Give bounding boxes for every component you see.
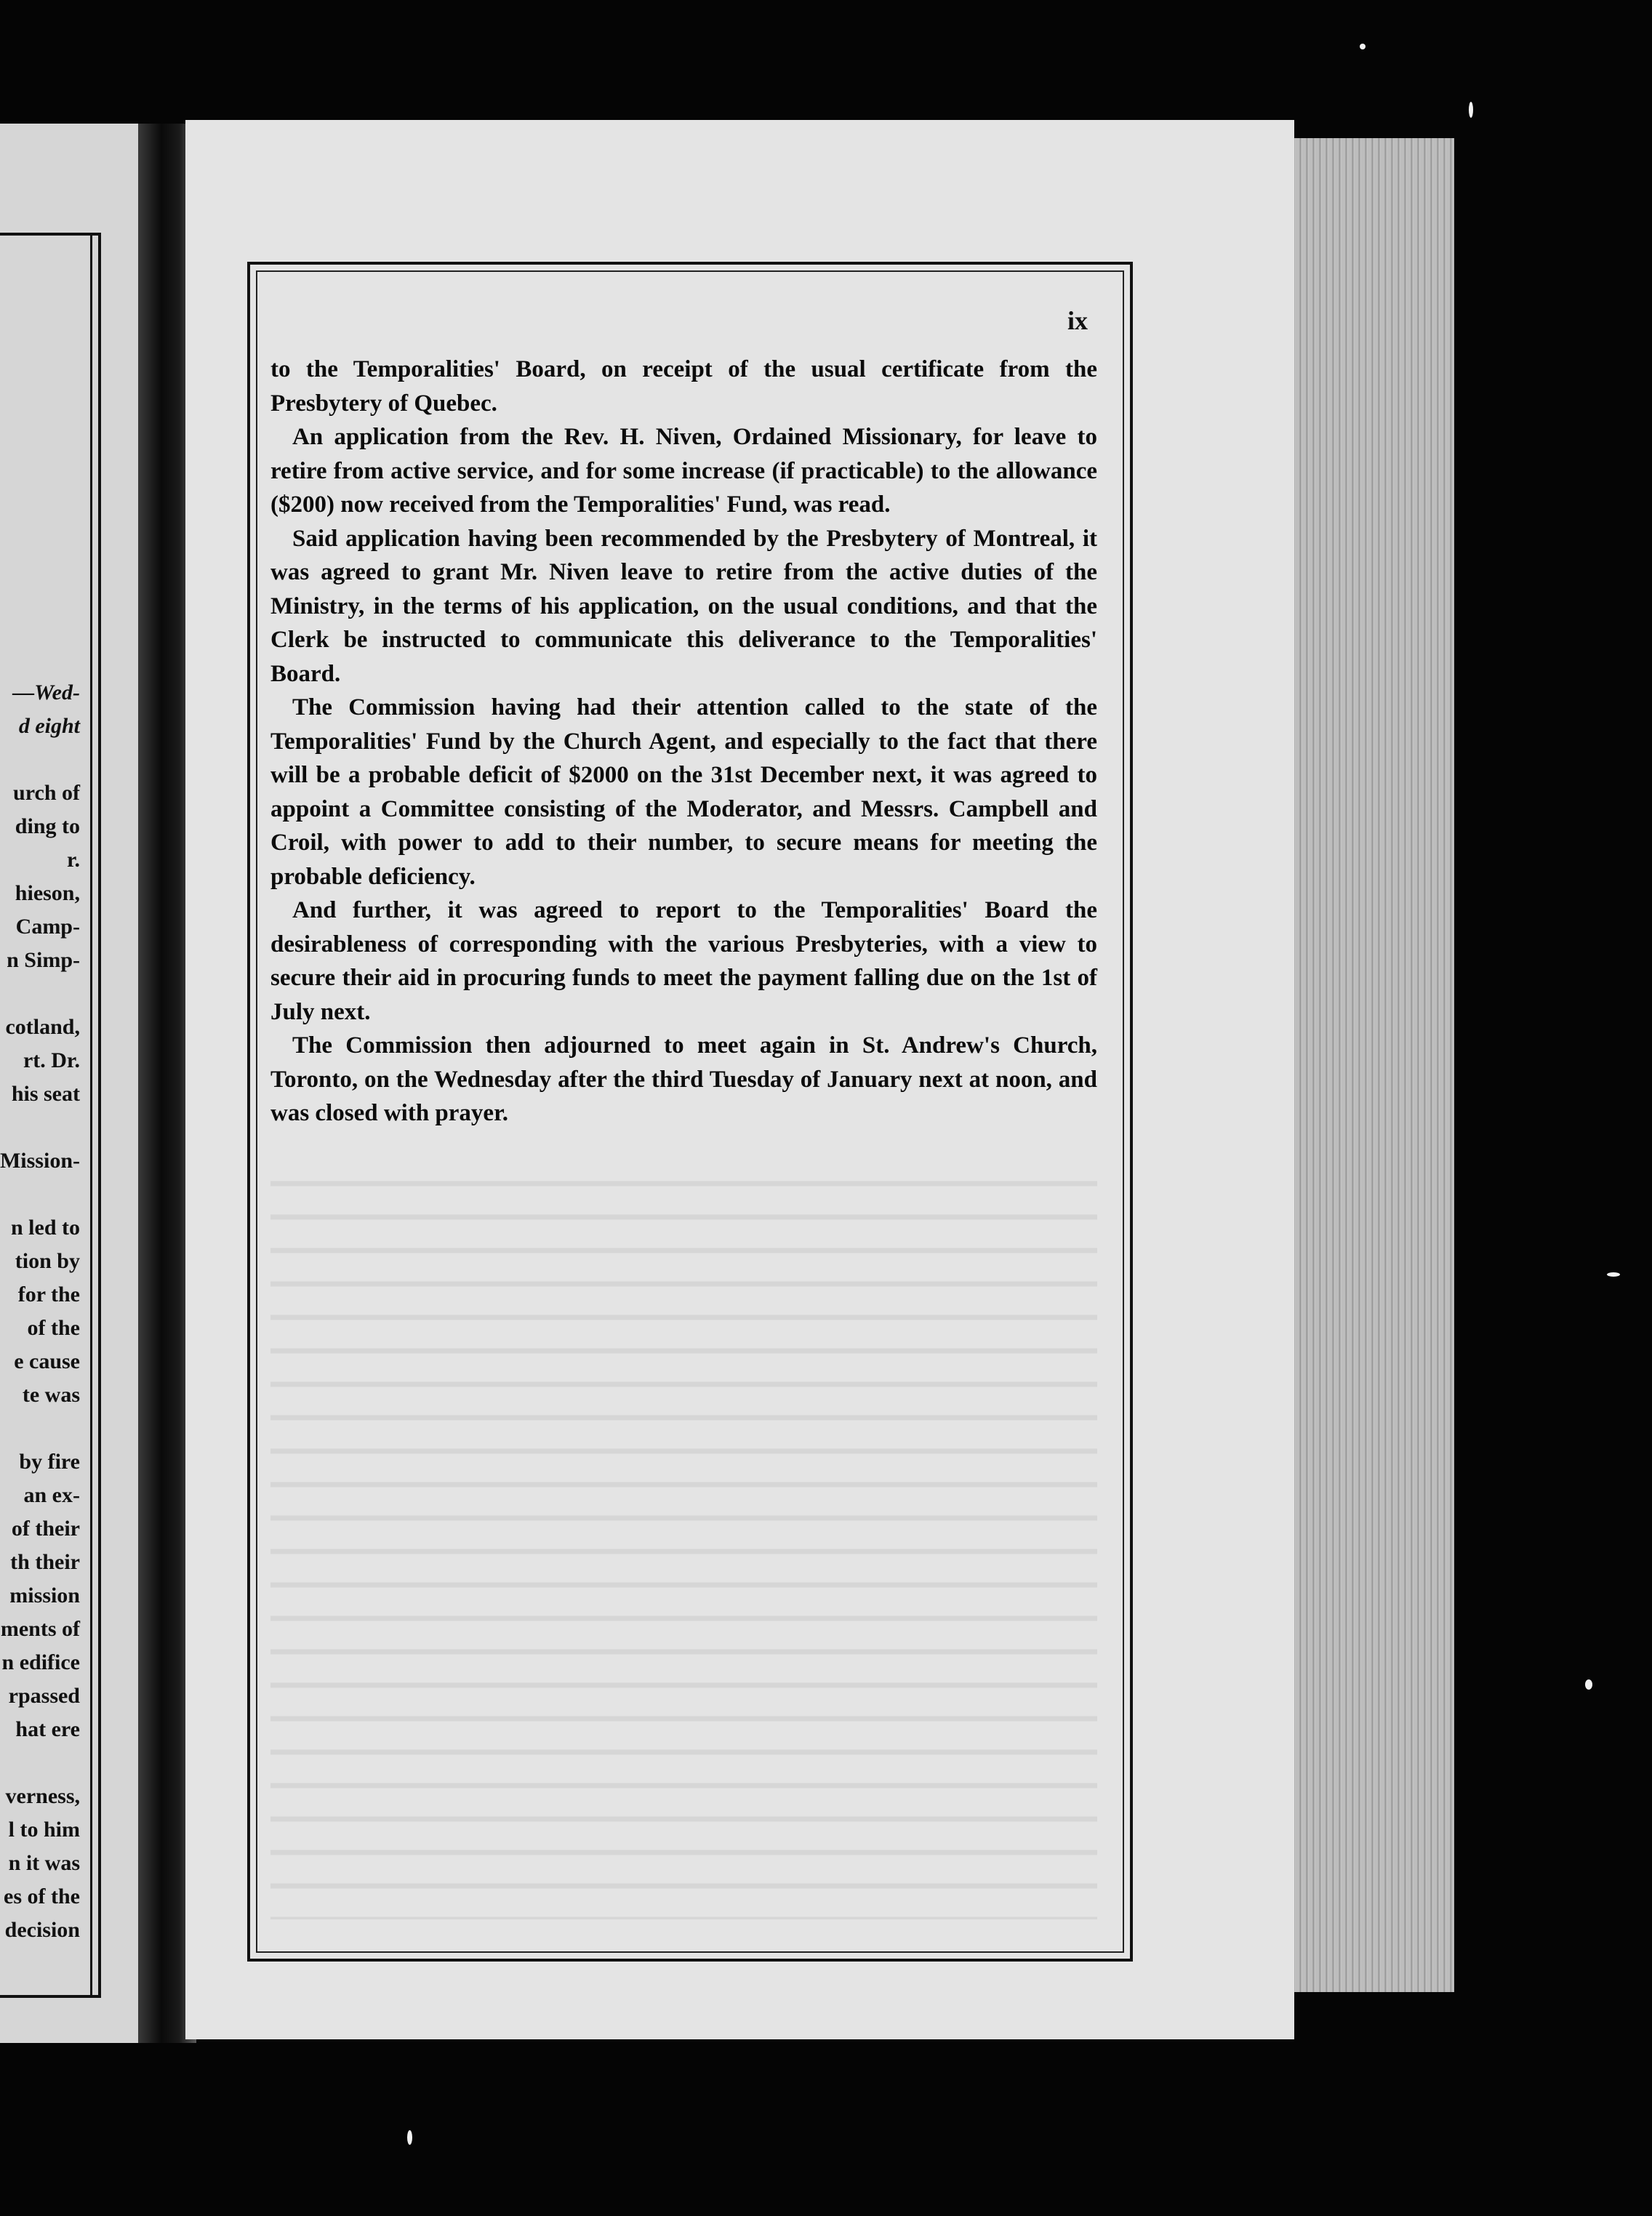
- left-page-line: n led to: [10, 1216, 80, 1240]
- paragraph: And further, it was agreed to report to the Temporalities' Board the desirableness of corresponding with the various Presbyteries, with a view to secure their aid in procuring funds to meet the payment falling due on the 1st of July next.: [270, 897, 1097, 1025]
- dust-speck: [1585, 1679, 1592, 1690]
- show-through-text: [270, 1156, 1097, 1919]
- left-page-line: urch of: [13, 781, 80, 805]
- left-page-line: te was: [22, 1383, 80, 1407]
- left-page-line: hat ere: [15, 1717, 80, 1741]
- left-page-line: for the: [17, 1282, 80, 1306]
- left-page-line: ments of: [0, 1617, 80, 1641]
- left-page-line: his seat: [11, 1082, 80, 1106]
- dust-speck: [1360, 44, 1366, 49]
- left-page-line: Mission-: [0, 1149, 80, 1173]
- left-page-line: tion by: [15, 1249, 80, 1273]
- paragraph: The Commission then adjourned to meet again in St. Andrew's Church, Toronto, on the Wednesday after the third Tuesday of January next at noon, and was closed with prayer.: [270, 1032, 1097, 1126]
- dust-speck: [1607, 1272, 1620, 1277]
- left-page-line: of their: [11, 1517, 80, 1541]
- left-page-line: l to him: [8, 1818, 80, 1842]
- left-page-line: d eight: [18, 714, 80, 738]
- left-page-line: [0, 1746, 80, 1780]
- left-page-line: by fire: [19, 1450, 80, 1474]
- left-page-line: [0, 1178, 80, 1211]
- left-page-line: Camp-: [15, 915, 80, 939]
- page-body: [270, 353, 1097, 1131]
- left-page-line: rpassed: [8, 1684, 80, 1708]
- left-page-line: ding to: [15, 814, 80, 838]
- left-page-line: mission: [9, 1583, 80, 1607]
- paragraph: An application from the Rev. H. Niven, Ordained Missionary, for leave to retire from active service, and for some increase (if practicable) to the allowance ($200) now received from the Temporalities' Fund, was read.: [270, 424, 1097, 518]
- left-page-line: [0, 743, 80, 776]
- paragraph: The Commission having had their attention called to the state of the Temporalities' Fund by the Church Agent, and especially to the fact that there will be a probable deficit of $2000 on the 31st December next, it was agreed to appoint a Committee consisting of the Moderator, and Messrs. Campbell and Croil, with power to add to their number, to secure means for meeting the probable deficiency.: [270, 694, 1097, 890]
- paragraph: Said application having been recommended by the Presbytery of Montreal, it was agreed to grant Mr. Niven leave to retire from the active duties of the Ministry, in the terms of his application, on the usual conditions, and that the Clerk be instructed to communicate this deliverance to the Temporalities' Board.: [270, 525, 1097, 687]
- left-page-line: verness,: [5, 1784, 80, 1808]
- left-page-line: hieson,: [15, 881, 80, 905]
- left-page-line: —Wed-: [12, 681, 80, 704]
- left-page-line: e cause: [14, 1349, 80, 1373]
- left-page-line: r.: [66, 848, 80, 872]
- page-number: ix: [1067, 306, 1088, 335]
- left-page-line: cotland,: [5, 1015, 80, 1039]
- left-page-line: rt. Dr.: [23, 1048, 80, 1072]
- left-page-line: n it was: [8, 1851, 80, 1875]
- paragraph: to the Temporalities' Board, on receipt of the usual certificate from the Presbytery of Quebec.: [270, 356, 1097, 417]
- left-facing-page: [0, 124, 138, 2043]
- left-page-line: th their: [10, 1550, 80, 1574]
- left-page-line: [0, 1412, 80, 1445]
- page-edges: [1276, 138, 1454, 1992]
- left-page-line: n edifice: [1, 1650, 80, 1674]
- dust-speck: [1469, 102, 1473, 118]
- left-page-line: decision: [4, 1918, 80, 1942]
- left-page-line: [0, 977, 80, 1011]
- left-page-line: of the: [27, 1316, 80, 1340]
- left-page-line: n Simp-: [7, 948, 80, 972]
- left-page-line: es of the: [4, 1884, 80, 1908]
- left-page-line: an ex-: [23, 1483, 80, 1507]
- dust-speck: [407, 2130, 412, 2145]
- left-page-text: [0, 676, 80, 1947]
- left-page-line: [0, 1111, 80, 1144]
